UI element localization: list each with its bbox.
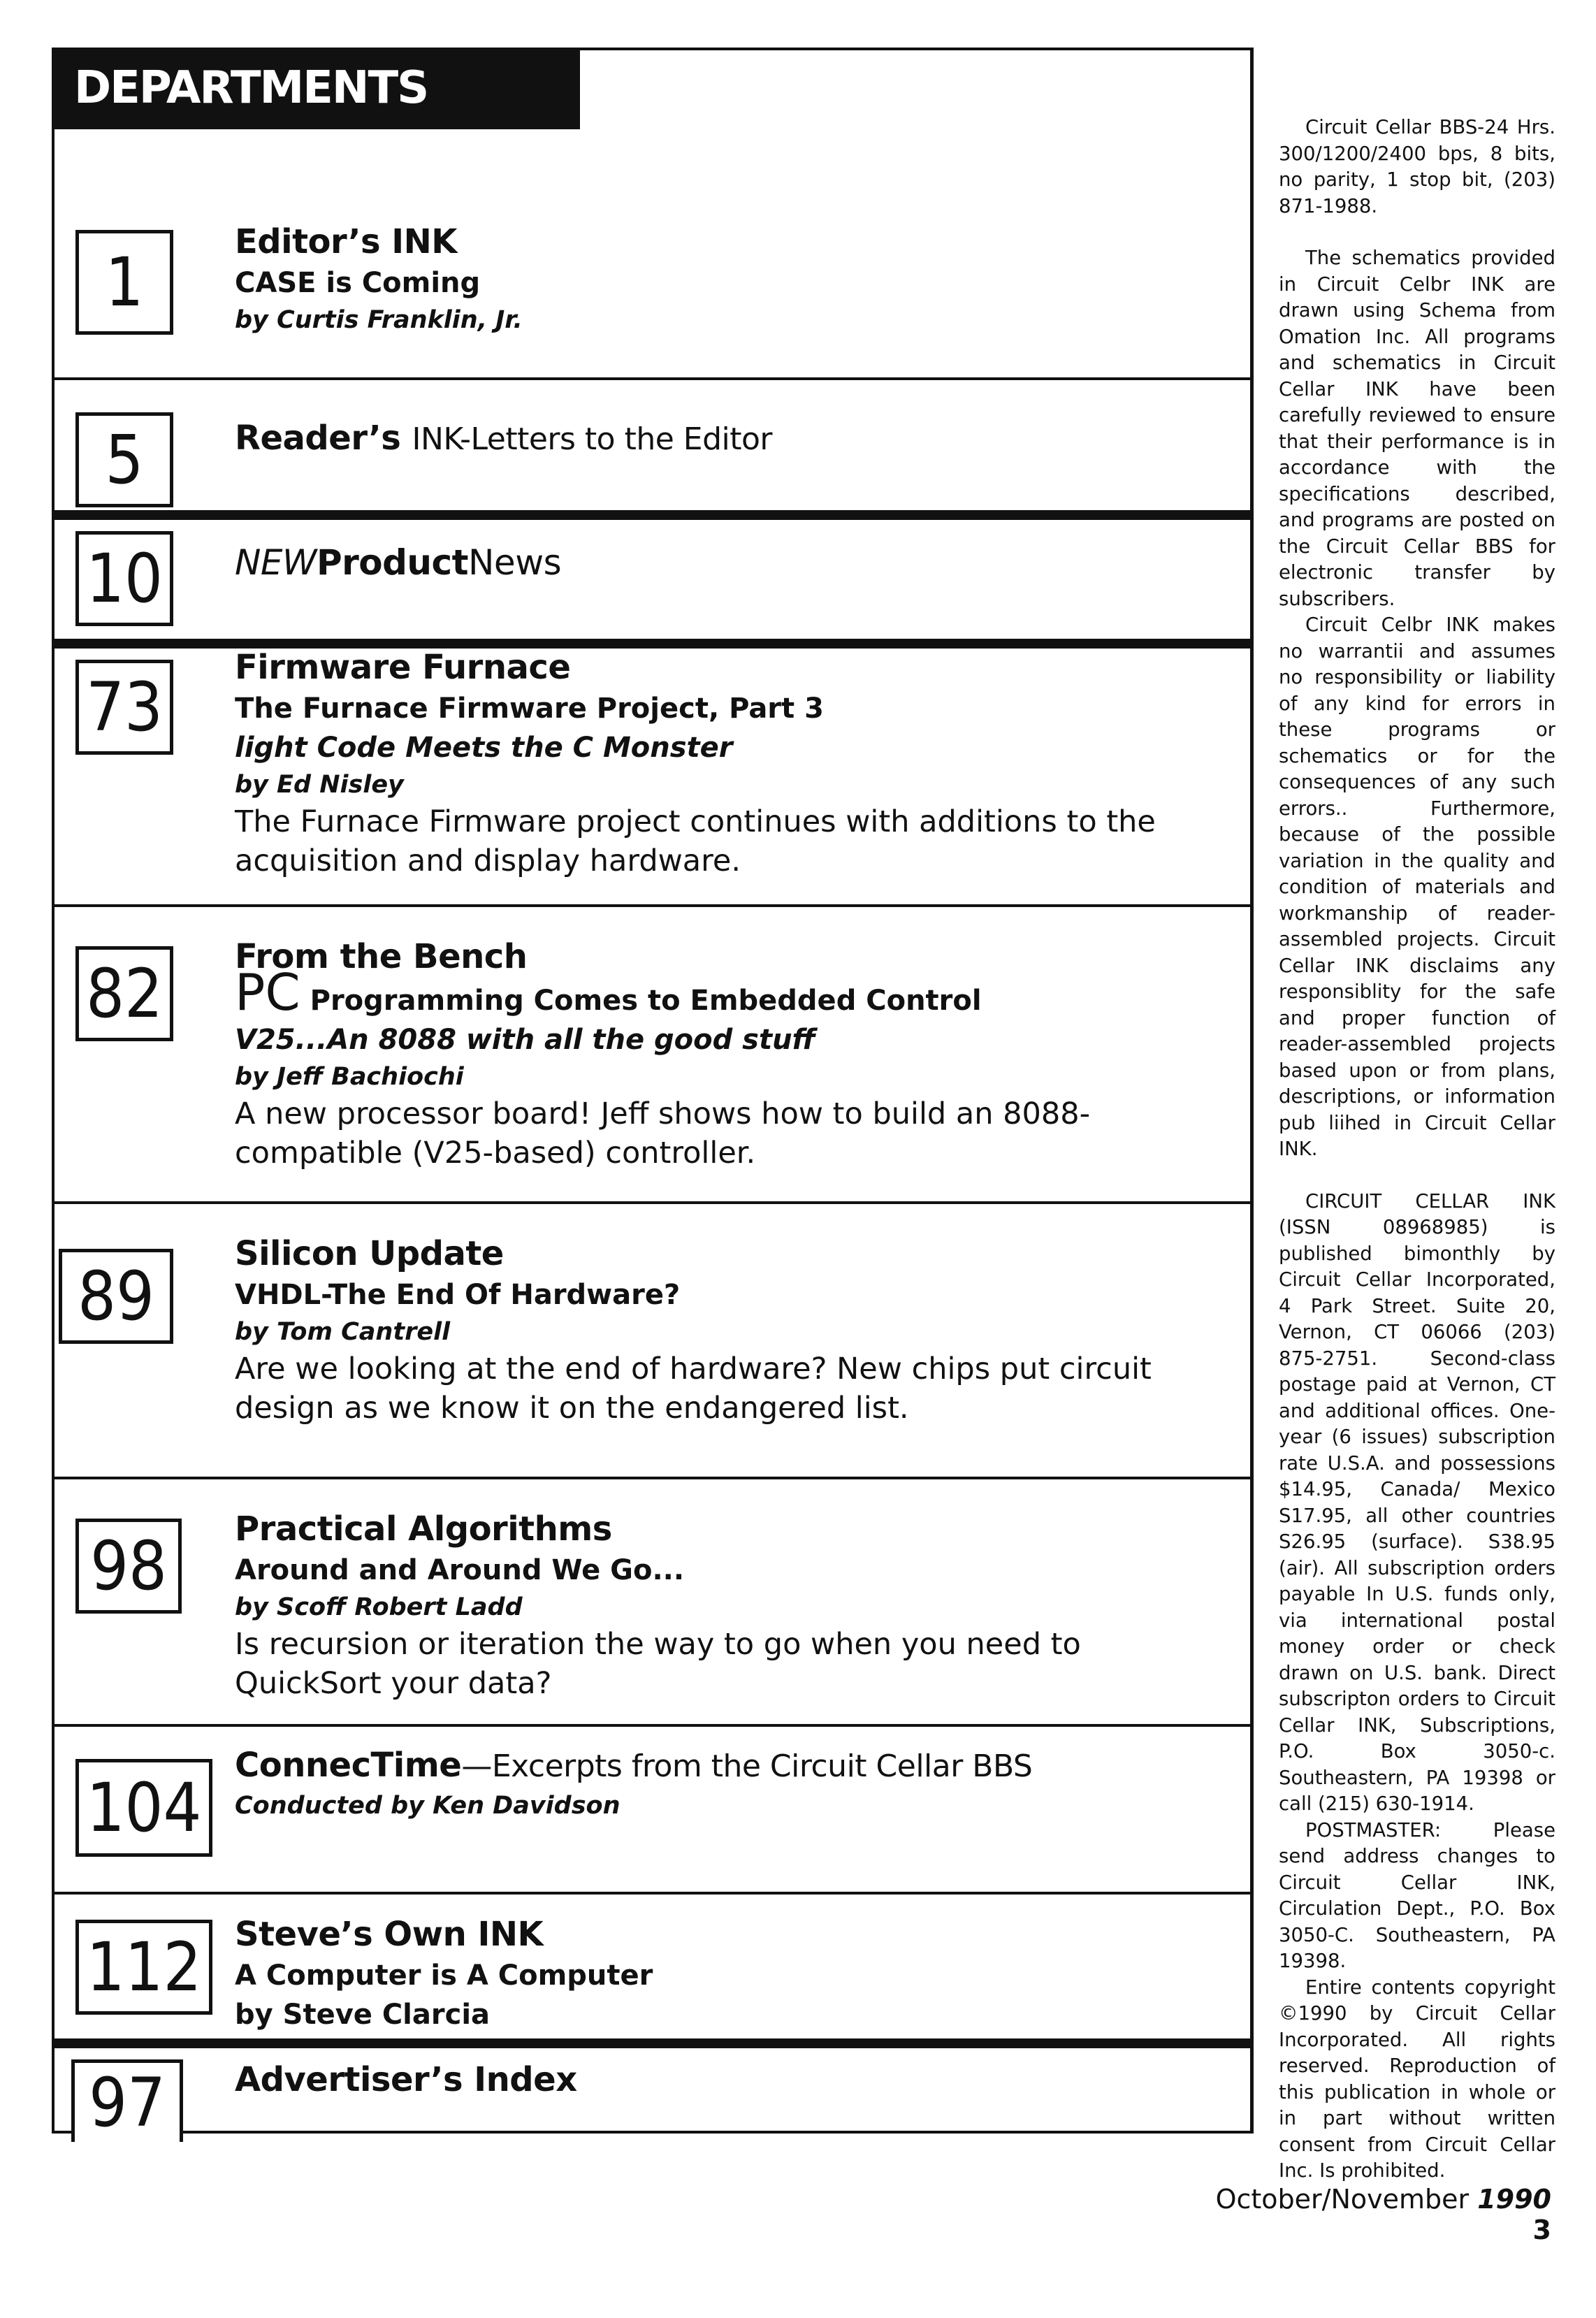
copyright-notice: Entire contents copyright ©1990 by Circuit Cellar Incorporated. All rights reserved. Reproduction of this publication in whole or in part without written consent from Circuit Cellar Inc. Is prohibited. (1279, 1976, 1555, 2182)
np-product: Product (316, 542, 469, 583)
entry-new-product-news[interactable] (55, 510, 1250, 642)
bbs-info: Circuit Cellar BBS-24 Hrs. 300/1200/2400 bps, 8 bits, no parity, 1 stop bit, (203) 871-1988. (1279, 116, 1555, 217)
entry-subtitle: A Computer is A Computer (235, 1960, 653, 1992)
postmaster-notice: POSTMASTER: Please send address changes to Circuit Cellar INK, Circulation Dept., P.O. Box 3050-C. Southeastern, PA 19398. (1279, 1818, 1555, 1972)
entry-title (235, 1744, 1222, 1788)
entry-readers-ink[interactable] (55, 377, 1250, 520)
page-footer (1202, 2184, 1551, 2245)
entry-byline: by Ed Nisley (235, 771, 404, 799)
entry-byline: by Steve Clarcia (235, 1999, 491, 2031)
entry-title (235, 416, 1222, 461)
page-number-box: 1 (75, 230, 173, 335)
page-number: 3 (1532, 2215, 1551, 2245)
disclaimer: Circuit Celbr INK makes no warrantii and assumes no responsibility or liability of any kind for errors in these programs or schematics or for the consequences of any such errors.. Furthermore, because of the possible variation in the quality and condition of materials and workmanship of reader-assembled projects. Circuit Cellar INK disclaims any responsiblity for the safe and proper function of reader-assembled projects based upon or from plans, descriptions, or information pub liihed in Circuit Cellar INK. (1279, 614, 1555, 1160)
entry-title-rest: INK-Letters to the Editor (412, 421, 772, 457)
np-new: NEW (235, 542, 317, 583)
entry-description: A new processor board! Jeff shows how to build an 8088-compatible (V25-based) controller. (235, 1096, 1091, 1171)
entry-editors-ink[interactable] (55, 129, 1250, 377)
entry-title: From the Bench (235, 937, 528, 976)
page-number-box: 5 (75, 412, 173, 507)
issue-year: 1990 (1477, 2184, 1551, 2215)
np-news: News (468, 542, 562, 583)
entry-byline: by Jeff Bachiochi (235, 1063, 464, 1091)
entry-title (235, 541, 1222, 584)
entry-description: Is recursion or iteration the way to go when you need to QuickSort your data? (235, 1627, 1081, 1701)
entry-description: Are we looking at the end of hardware? New chips put circuit design as we know it on the endangered list. (235, 1352, 1152, 1426)
entry-subtitle: CASE is Coming (235, 267, 481, 299)
entry-title: Practical Algorithms (235, 1509, 612, 1549)
page-number-box: 10 (75, 531, 173, 626)
entry-title: Steve’s Own INK (235, 1915, 544, 1954)
entry-title-lead: Reader’s (235, 419, 401, 458)
entry-title: Editor’s INK (235, 222, 457, 261)
entry-title-rest: —Excerpts from the Circuit Cellar BBS (461, 1748, 1033, 1784)
entry-subtitle: The Furnace Firmware Project, Part 3 (235, 693, 824, 725)
subtitle-rest: Programming Comes to Embedded Control (310, 985, 982, 1017)
issue-date: October/November (1215, 2184, 1470, 2215)
entry-byline: by Tom Cantrell (235, 1318, 451, 1346)
entry-subtitle: VHDL-The End Of Hardware? (235, 1279, 681, 1311)
entry-byline: Conducted by Ken Davidson (235, 1792, 621, 1820)
entry-title: Advertiser’s Index (235, 2060, 577, 2099)
page-number-box: 82 (75, 946, 173, 1041)
page-number-box: 73 (75, 660, 173, 755)
entry-subtitle-2: V25...An 8088 with all the good stuff (235, 1024, 815, 1056)
entry-advertisers-index[interactable] (55, 2038, 1250, 2143)
entry-firmware-furnace[interactable] (55, 639, 1250, 914)
page-number-box: 89 (59, 1249, 173, 1344)
schematics-notice: The schematics provided in Circuit Celbr INK are drawn using Schema from Omation Inc. All programs and schematics in Circuit Cellar INK have been carefully reviewed to ensure that their performance is in accordance with the specifications described, and programs are posted on the Circuit Cellar BBS for electronic transfer by subscribers. (1279, 247, 1555, 610)
entry-title: Firmware Furnace (235, 648, 571, 687)
entry-subtitle: Around and Around We Go... (235, 1554, 685, 1586)
entry-description: The Furnace Firmware project continues with additions to the acquisition and display hardware. (235, 804, 1156, 878)
entry-title-lead: ConnecTime (235, 1746, 462, 1785)
entry-subtitle-2: light Code Meets the C Monster (235, 732, 733, 764)
entry-byline: by Scoff Robert Ladd (235, 1593, 523, 1621)
entry-steves-own-ink[interactable] (55, 1892, 1250, 2048)
entry-subtitle (235, 963, 1222, 1022)
entry-silicon-update[interactable] (55, 1201, 1250, 1479)
departments-box (52, 48, 1254, 2142)
page-number-box: 112 (75, 1920, 212, 2015)
entry-practical-algorithms[interactable] (55, 1477, 1250, 1727)
publication-info: CIRCUIT CELLAR INK (ISSN 08968985) is published bimonthly by Circuit Cellar Incorporated, 4 Park Street. Suite 20, Vernon, CT 06066 (203) 875-2751. Second-class postage paid at Vernon, CT and additional offices. One-year (6 issues) subscription rate U.S.A. and possessions $14.95, Canada/ Mexico S17.95, all other countries S26.95 (surface). S38.95 (air). All subscription orders payable In U.S. funds only, via international postal money order or check drawn on U.S. bank. Direct subscripton orders to Circuit Cellar INK, Subscriptions, P.O. Box 3050-c. Southeastern, PA 19398 or call (215) 630-1914. (1279, 1189, 1555, 1815)
masthead-sidebar (1279, 115, 1555, 2185)
subtitle-lead: PC (235, 963, 300, 1022)
page-number-box: 98 (75, 1519, 182, 1614)
entry-title: Silicon Update (235, 1234, 504, 1273)
entry-connectime[interactable] (55, 1724, 1250, 1895)
entry-byline: by Curtis Franklin, Jr. (235, 306, 523, 334)
page-number-box: 97 (71, 2059, 183, 2142)
page-number-box: 104 (75, 1759, 212, 1857)
entry-from-the-bench[interactable] (55, 904, 1250, 1204)
departments-banner: DEPARTMENTS (52, 48, 580, 129)
